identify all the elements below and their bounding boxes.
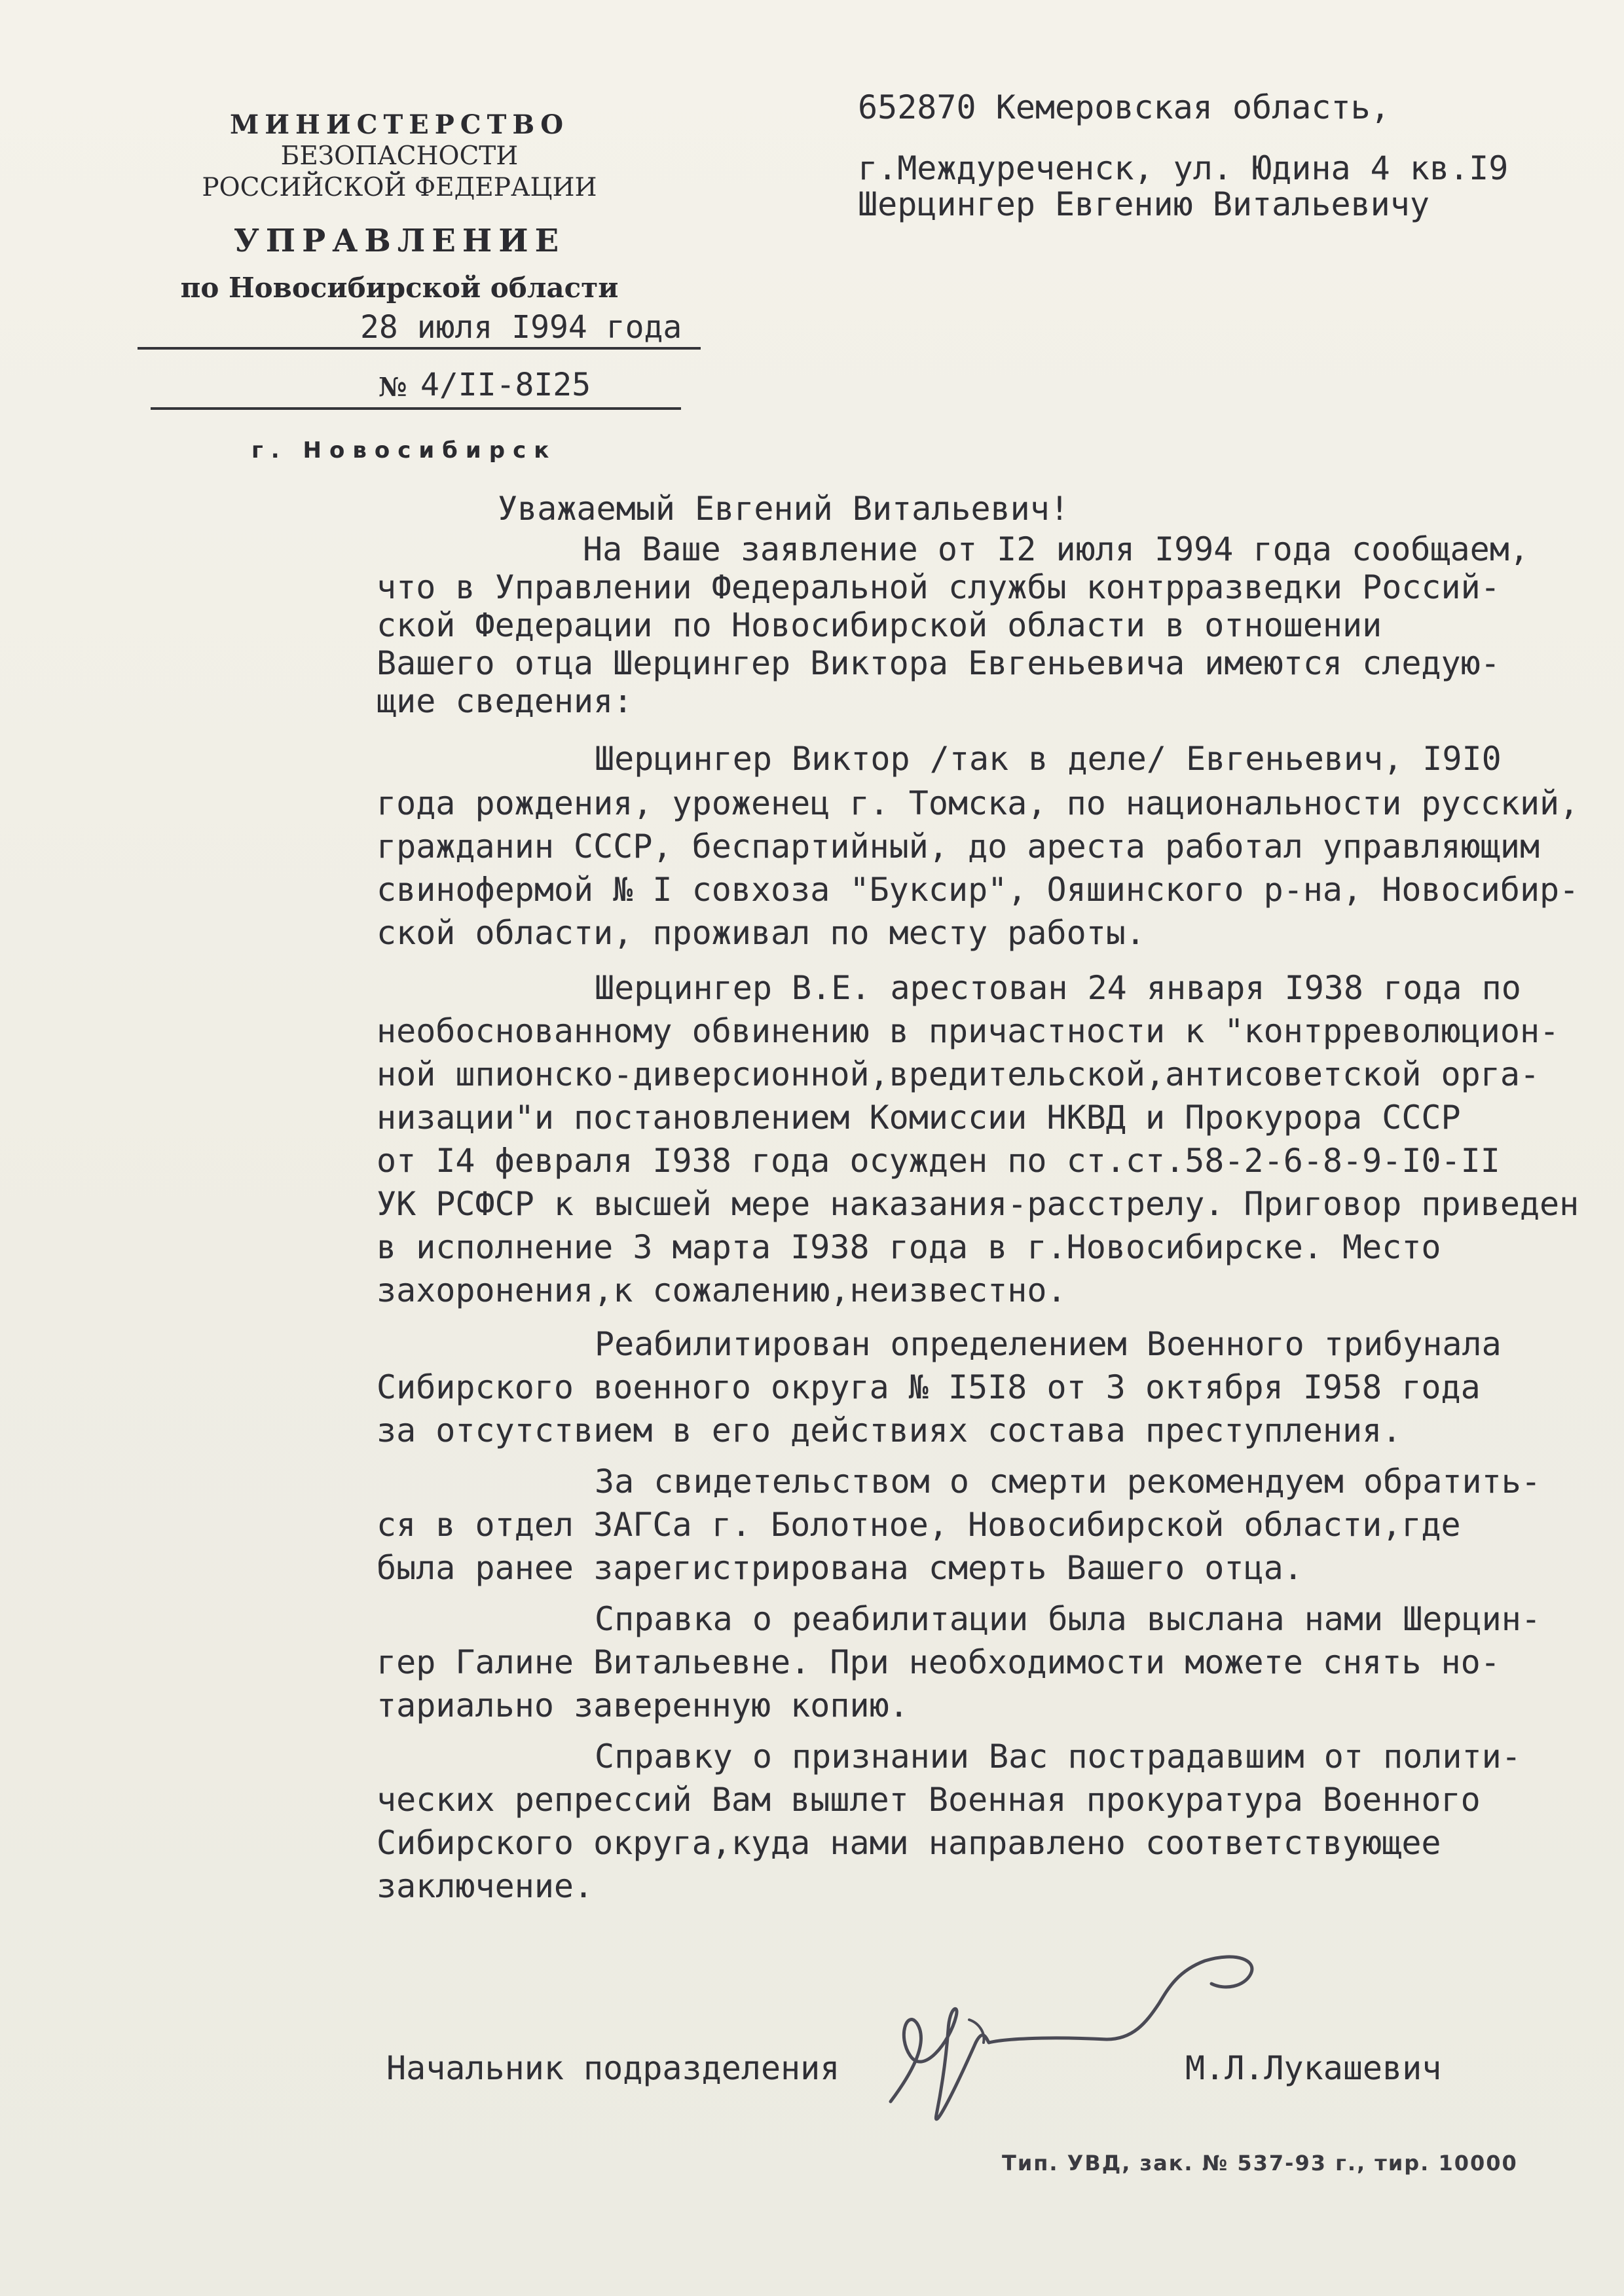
letter-number: 4/II-8I25: [420, 367, 591, 403]
number-underline: [151, 407, 681, 410]
recipient-line-1: 652870 Кемеровская область,: [858, 88, 1390, 126]
handwritten-signature-icon: [871, 1944, 1329, 2141]
body-line: необоснованному обвинению в причастности к "контрреволюцион-: [377, 1012, 1560, 1050]
ministry-title-line3: РОССИЙСКОЙ ФЕДЕРАЦИИ: [202, 173, 597, 202]
body-line: за отсутствием в его действиях состава преступления.: [377, 1412, 1402, 1449]
body-line: заключение.: [377, 1867, 594, 1905]
body-line: Справку о признании Вас пострадавшим от полити-: [595, 1738, 1521, 1776]
body-line: Шерцингер В.Е. арестован 24 января I938 года по: [595, 969, 1521, 1007]
signatory-position: Начальник подразделения: [386, 2049, 840, 2087]
body-line: Сибирского военного округа № I5I8 от 3 октября I958 года: [377, 1368, 1481, 1406]
body-line: За свидетельством о смерти рекомендуем обратить-: [595, 1463, 1541, 1501]
body-line: ской области, проживал по месту работы.: [377, 914, 1145, 952]
body-line: ской Федерации по Новосибирской области в отношении: [377, 606, 1382, 644]
letter-date: 28 июля I994 года: [360, 309, 682, 346]
body-line: ной шпионско-диверсионной,вредительской,антисоветской орга-: [377, 1055, 1540, 1093]
ministry-title: МИНИСТЕРСТВО: [229, 109, 570, 140]
body-line: была ранее зарегистрирована смерть Вашего отца.: [377, 1549, 1303, 1587]
body-line: Вашего отца Шерцингер Виктора Евгеньевича имеются следую-: [377, 644, 1500, 682]
recipient-line-3: Шерцингер Евгению Витальевичу: [858, 185, 1430, 223]
printer-note: Тип. УВД, зак. № 537-93 г., тир. 10000: [1002, 2151, 1518, 2176]
body-line: Реабилитирован определением Военного трибунала: [595, 1325, 1502, 1363]
body-line: УК РСФСР к высшей мере наказания-расстрелу. Приговор приведен: [377, 1185, 1579, 1223]
stamp-city: г. Новосибирск: [251, 437, 557, 464]
signatory-name: М.Л.Лукашевич: [1185, 2049, 1442, 2087]
body-line: гер Галине Витальевне. При необходимости можете снять но-: [377, 1643, 1500, 1681]
body-line: захоронения,к сожалению,неизвестно.: [377, 1271, 1067, 1309]
body-line: Сибирского округа,куда нами направлено соответствующее: [377, 1824, 1441, 1862]
body-line: низации"и постановлением Комиссии НКВД и Прокурора СССР: [377, 1099, 1461, 1137]
number-sign: №: [378, 372, 407, 403]
body-line: ческих репрессий Вам вышлет Военная прокуратура Военного: [377, 1781, 1481, 1819]
body-line: Шерцингер Виктор /так в деле/ Евгеньевич, I9I0: [595, 740, 1502, 778]
recipient-line-2: г.Междуреченск, ул. Юдина 4 кв.I9: [858, 149, 1509, 187]
body-line: в исполнение 3 марта I938 года в г.Новосибирске. Место: [377, 1228, 1441, 1266]
body-line: от I4 февраля I938 года осужден по ст.ст.58-2-6-8-9-I0-II: [377, 1142, 1500, 1180]
body-line: ся в отдел ЗАГСа г. Болотное, Новосибирской области,где: [377, 1506, 1461, 1544]
date-underline: [138, 347, 701, 350]
body-line: Справка о реабилитации была выслана нами Шерцин-: [595, 1600, 1541, 1638]
body-line: щие сведения:: [377, 682, 633, 720]
directorate-title: УПРАВЛЕНИЕ: [233, 223, 566, 259]
body-line: года рождения, уроженец г. Томска, по национальности русский,: [377, 784, 1579, 822]
body-line: тариально заверенную копию.: [377, 1686, 909, 1724]
salutation: Уважаемый Евгений Витальевич!: [498, 490, 1069, 528]
body-line: что в Управлении Федеральной службы контрразведки Россий-: [377, 568, 1500, 606]
directorate-region: по Новосибирской области: [180, 272, 619, 304]
body-line: гражданин СССР, беспартийный, до ареста работал управляющим: [377, 828, 1540, 866]
body-line: свинофермой № I совхоза "Буксир", Ояшинского р-на, Новосибир-: [377, 871, 1579, 909]
ministry-title-line2: БЕЗОПАСНОСТИ: [280, 141, 519, 171]
body-line: На Ваше заявление от I2 июля I994 года сообщаем,: [583, 530, 1529, 568]
